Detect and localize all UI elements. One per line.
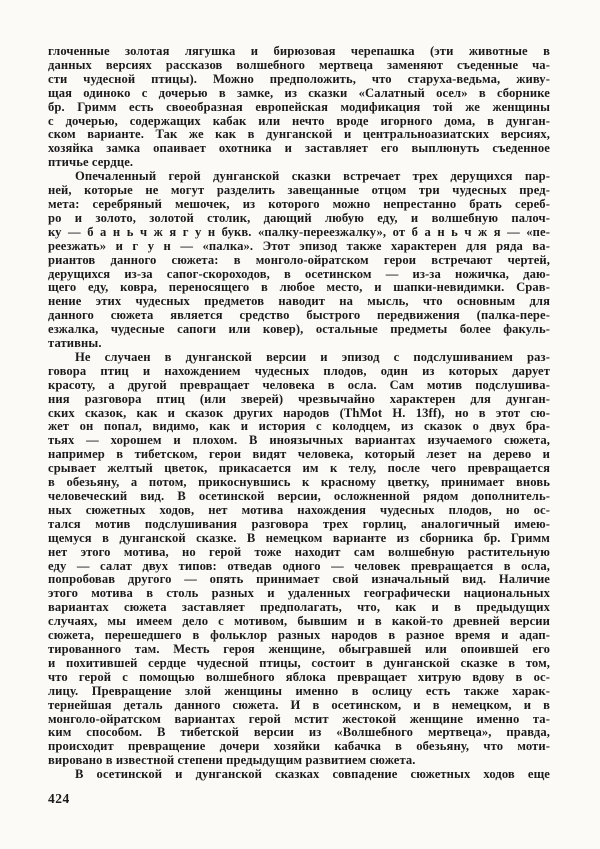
text-line: тернейшая деталь данного сюжета. И в осетинском, и в немецком, и в <box>48 697 550 712</box>
text-line: монголо-ойратском вариантах герой мстит жестокой женщине именно та- <box>48 711 550 726</box>
text-line: нет этого мотива, но герой тоже находит сам волшебную растительную <box>48 544 550 559</box>
paragraph <box>48 351 550 768</box>
text-line: ния разговора птиц (или зверей) чрезвычайно характерен для дунган- <box>48 391 550 406</box>
text-line: ро и золото, золотой столик, дающий любую еду, и волшебную палоч- <box>48 210 550 225</box>
paragraph <box>48 170 550 351</box>
text-line: еду — салат двух типов: отведав одного — человек превращается в осла, <box>48 558 550 573</box>
text-line: в обезьяну, а потом, прикоснувшись к красному цветку, принимает вновь <box>48 475 550 490</box>
text-line: мета: серебряный мешочек, из которого можно непрестанно брать сереб- <box>48 196 550 211</box>
text-line: сюжета, перешедшего в фольклор разных народов в разное время и адап- <box>48 628 550 643</box>
text-line: срывает желтый цветок, прикасается им к телу, после чего превращается <box>48 461 550 476</box>
text-line: говора птиц и нахождением чудесных плодов, один из которых дарует <box>48 363 550 378</box>
paragraph <box>48 768 550 782</box>
text-line: что герой с помощью волшебного яблока превращает хитрую вдову в ос- <box>48 669 550 684</box>
paragraph <box>48 45 550 170</box>
text-line: красоту, а другой превращает человека в осла. Сам мотив подслушива- <box>48 377 550 392</box>
text-line: данного сюжета является средство быстрого передвижения (палка-пере- <box>48 308 550 323</box>
text-line: нение этих чудесных предметов наводит на мысль, что основным для <box>48 294 550 309</box>
text-line: вировано в известной степени предыдущим развитием сюжета. <box>48 753 416 768</box>
text-line: ку — б а н ь ч ж я г у н букв. «палку-переезжалку», от б а н ь ч ж я — «пе- <box>48 224 550 239</box>
text-line: и похитившей сердце чудесной птицы, состоит в дунганской сказке в том, <box>48 655 550 670</box>
text-line: щего еду, ковра, переносящего в любое место, и шапки-невидимки. Срав- <box>48 280 550 295</box>
text-line: тированного там. Месть героя женщине, обыгравшей или опоившей его <box>48 641 550 656</box>
text-line: В осетинской и дунганской сказках совпадение сюжетных ходов еще <box>75 767 550 782</box>
text-line: Не случаен в дунганской версии и эпизод с подслушиванием раз- <box>75 349 550 364</box>
text-line: вариантах сюжета заставляет предполагать, что, как и в предыдущих <box>48 600 550 615</box>
text-line: ских сказок, как и сказок других народов (ThMot H. 13ff), но в этот сю- <box>48 405 550 420</box>
text-line: жет он попал, видимо, как и история с колодцем, из сказок о двух бра- <box>48 419 550 434</box>
text-line: риантов данного сюжета: в монголо-ойратском герои встречают чертей, <box>48 252 550 267</box>
text-line: лицу. Превращение злой женщины именно в ослицу есть также харак- <box>48 683 550 698</box>
text-line: дерущихся из-за сапог-скороходов, в осетинском — из-за ножичка, даю- <box>48 266 550 281</box>
text-line: человеческий вид. В осетинской версии, осложненной рядом дополнитель- <box>48 489 550 503</box>
text-line: ском варианте. Так же как в дунганской и центральноазиатских версиях, <box>48 127 550 142</box>
text-line: тался мотив подслушивания разговора трех горлиц, аналогичный имею- <box>48 516 550 531</box>
text-line: реезжать» и г у н — «палка». Этот эпизод также характерен для ряда ва- <box>48 238 550 253</box>
text-line: сти чудесной птицы). Можно предположить, что старуха-ведьма, живу- <box>48 71 550 86</box>
text-line: езжалка, чудесные сапоги или ковер), остальные предметы более факуль- <box>48 322 550 337</box>
text-line: щая одиноко с дочерью в замке, из сказки «Салатный осел» в сборнике <box>48 85 550 100</box>
text-line: Опечаленный герой дунганской сказки встречает трех дерущихся пар- <box>75 169 550 184</box>
text-line: этого мотива в столь разных и удаленных географически национальных <box>48 586 550 601</box>
page-number: 424 <box>48 791 70 807</box>
text-line: бр. Гримм есть своеобразная европейская модификация той же женщины <box>48 99 550 114</box>
text-line: случаях, мы имеем дело с мотивом, бывшим и в какой-то древней версии <box>48 614 550 629</box>
text-line: хозяйка замка опаивает охотника и заставляет его выплюнуть съеденное <box>48 141 550 156</box>
text-line: ким способом. В тибетской версии из «Волшебного мертвеца», правда, <box>48 725 550 740</box>
text-line: глоченные золотая лягушка и бирюзовая черепашка (эти животные в <box>48 44 550 58</box>
text-block <box>48 45 550 782</box>
text-line: происходит превращение дочери хозяйки кабачка в обезьяну, что моти- <box>48 739 550 754</box>
text-line: ней, которые не могут разделить завещанные отцом три чудесных пред- <box>48 183 550 198</box>
text-line: с дочерью, содержащих кабак или нечто вроде игорного дома, в дунган- <box>48 113 550 128</box>
text-line: тьях — хорошем и плохом. В иноязычных вариантах изучаемого сюжета, <box>48 433 550 448</box>
text-line: птичье сердце. <box>48 155 134 170</box>
text-line: щемуся в дунганской сказке. В немецком варианте из сборника бр. Гримм <box>48 530 550 545</box>
text-line: попробовав другого — опять принимает свой изначальный вид. Наличие <box>48 572 550 587</box>
text-line: тативны. <box>48 336 102 351</box>
text-line: например в тибетском, герои видят человека, который лезет на дерево и <box>48 447 550 462</box>
text-line: данных версиях рассказов волшебного мертвеца заменяют съеденные ча- <box>48 57 550 72</box>
text-line: ных сюжетных ходов, нет мотива нахождения чудесных плодов, но ос- <box>48 502 550 517</box>
